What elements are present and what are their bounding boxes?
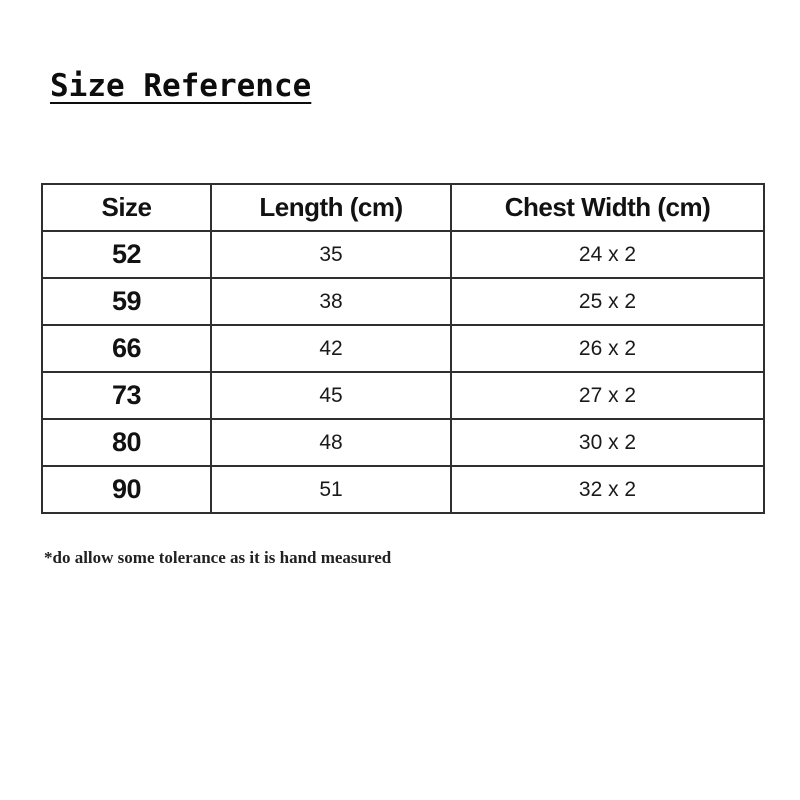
header-size: Size [42,184,211,231]
cell-size: 59 [42,278,211,325]
cell-size: 73 [42,372,211,419]
cell-chest-width: 24 x 2 [451,231,764,278]
table-row [42,231,764,278]
cell-length: 35 [211,231,451,278]
tolerance-footnote: *do allow some tolerance as it is hand measured [44,548,392,567]
table-row [42,419,764,466]
cell-size: 66 [42,325,211,372]
cell-length: 45 [211,372,451,419]
cell-chest-width: 25 x 2 [451,278,764,325]
cell-length: 51 [211,466,451,513]
table-row [42,325,764,372]
cell-size: 80 [42,419,211,466]
cell-chest-width: 32 x 2 [451,466,764,513]
table-row [42,372,764,419]
cell-length: 48 [211,419,451,466]
header-length: Length (cm) [211,184,451,231]
cell-length: 42 [211,325,451,372]
cell-chest-width: 27 x 2 [451,372,764,419]
cell-chest-width: 30 x 2 [451,419,764,466]
table-row [42,278,764,325]
cell-chest-width: 26 x 2 [451,325,764,372]
page-title: Size Reference [50,68,312,104]
cell-size: 90 [42,466,211,513]
cell-size: 52 [42,231,211,278]
size-reference-table [41,183,765,514]
cell-length: 38 [211,278,451,325]
table-header-row [42,184,764,231]
table-row [42,466,764,513]
header-chest-width: Chest Width (cm) [451,184,764,231]
